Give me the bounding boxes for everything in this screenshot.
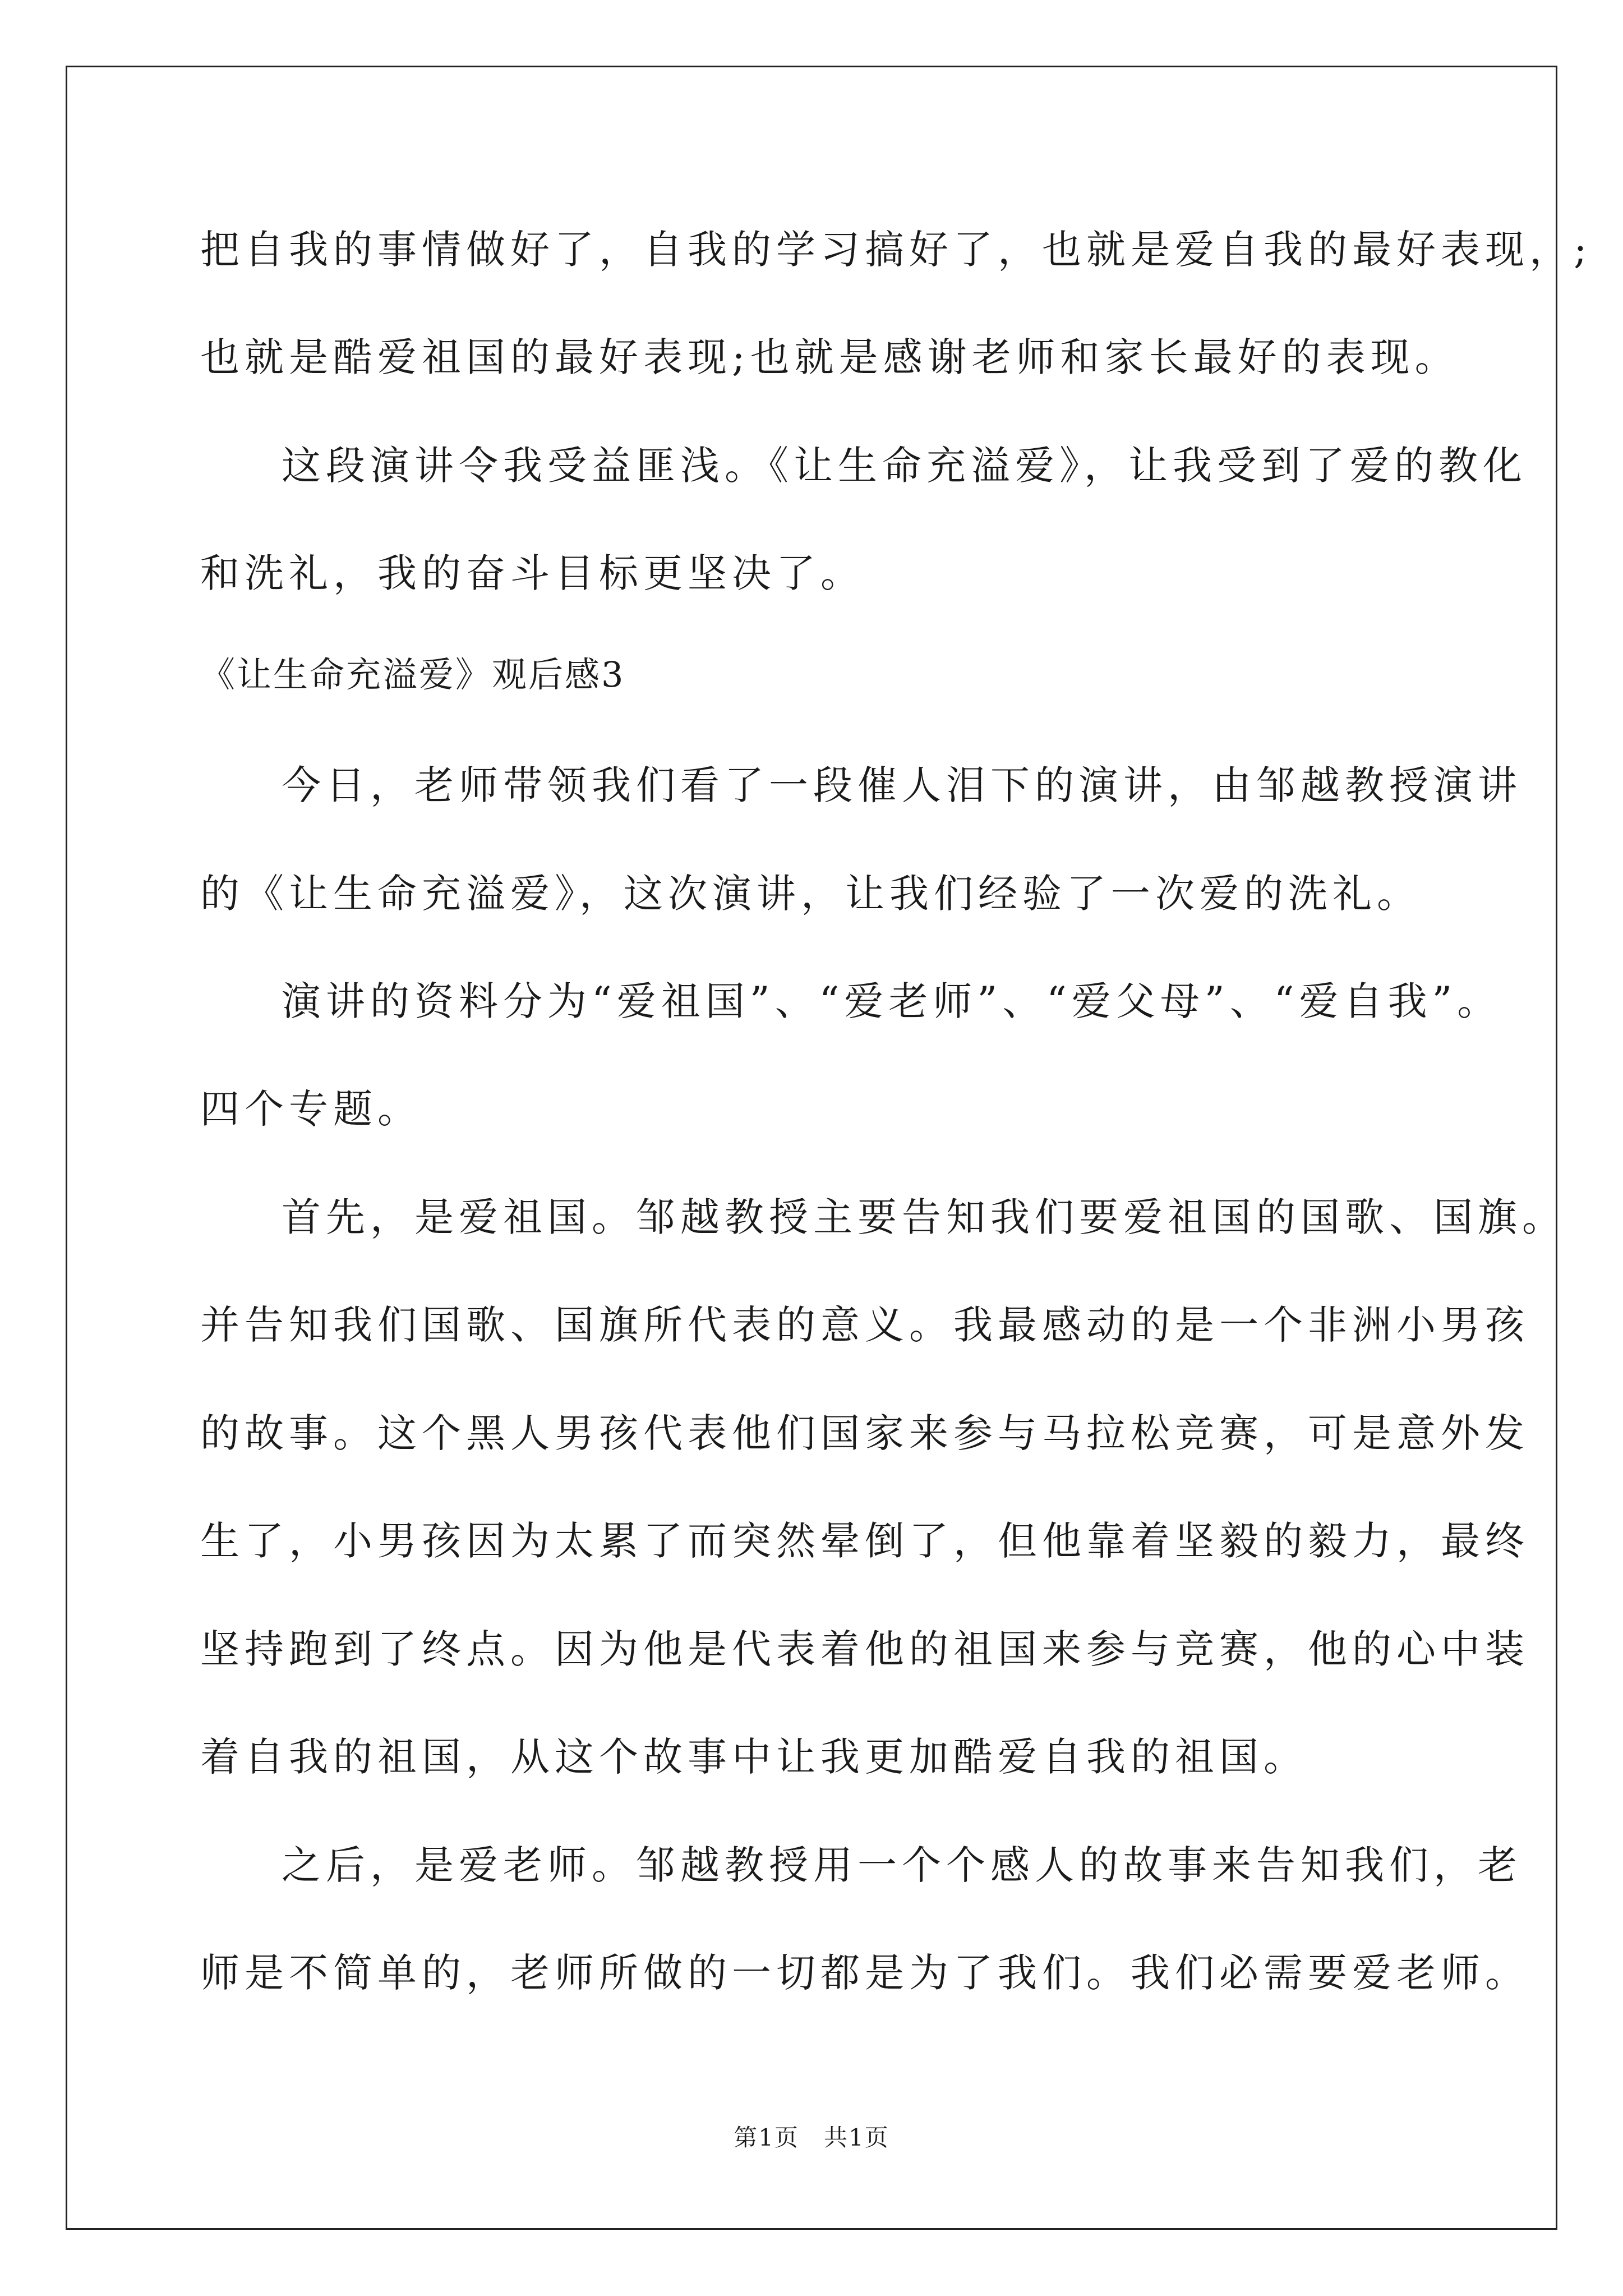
paragraph-line-1: 把自我的事情做好了，自我的学习搞好了，也就是爱自我的最好表现，;	[200, 227, 1592, 273]
section-heading: 《让生命充溢爱》观后感3	[200, 654, 625, 695]
paragraph-line-13: 生了，小男孩因为太累了而突然晕倒了，但他靠着坚毅的毅力，最终	[200, 1518, 1529, 1564]
page-footer: 第1页 共1页	[734, 2124, 889, 2151]
paragraph-line-10: 首先，是爱祖国。邹越教授主要告知我们要爱祖国的国歌、国旗。	[282, 1194, 1566, 1240]
paragraph-line-9: 四个专题。	[200, 1086, 422, 1132]
paragraph-line-6: 今日，老师带领我们看了一段催人泪下的演讲，由邹越教授演讲	[282, 762, 1522, 808]
paragraph-line-4: 和洗礼，我的奋斗目标更坚决了。	[200, 550, 865, 596]
paragraph-line-17: 师是不简单的，老师所做的一切都是为了我们。我们必需要爱老师。	[200, 1950, 1529, 1996]
paragraph-line-2: 也就是酷爱祖国的最好表现;也就是感谢老师和家长最好的表现。	[200, 334, 1459, 380]
paragraph-line-11: 并告知我们国歌、国旗所代表的意义。我最感动的是一个非洲小男孩	[200, 1302, 1529, 1348]
paragraph-line-8: 演讲的资料分为“爱祖国”、“爱老师”、“爱父母”、“爱自我”。	[282, 978, 1502, 1024]
paragraph-line-16: 之后，是爱老师。邹越教授用一个个感人的故事来告知我们，老	[282, 1842, 1522, 1888]
paragraph-line-3: 这段演讲令我受益匪浅。《让生命充溢爱》，让我受到了爱的教化	[282, 443, 1527, 489]
paragraph-line-7: 的《让生命充溢爱》，这次演讲，让我们经验了一次爱的洗礼。	[200, 871, 1421, 917]
paragraph-line-12: 的故事。这个黑人男孩代表他们国家来参与马拉松竞赛，可是意外发	[200, 1410, 1529, 1456]
page-border	[66, 66, 1557, 2230]
paragraph-line-15: 着自我的祖国，从这个故事中让我更加酷爱自我的祖国。	[200, 1734, 1308, 1780]
paragraph-line-14: 坚持跑到了终点。因为他是代表着他的祖国来参与竞赛，他的心中装	[200, 1626, 1529, 1672]
